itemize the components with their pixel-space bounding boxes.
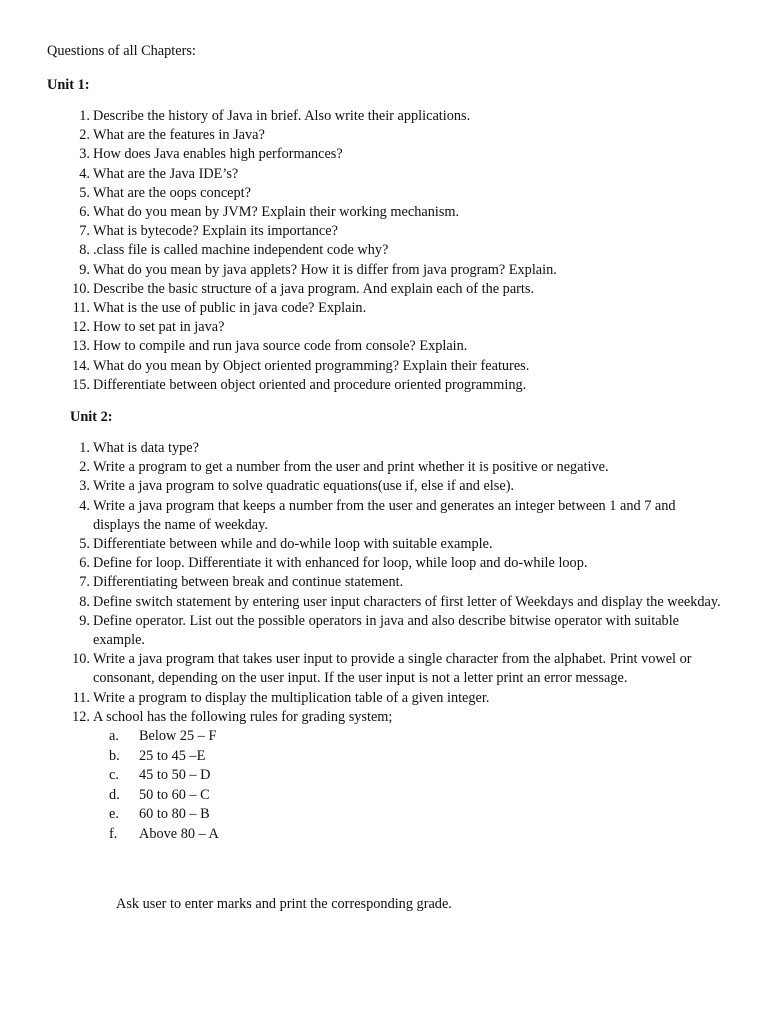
question-text: Describe the basic structure of a java program. And explain each of the parts. — [93, 280, 535, 297]
grading-rule-text: 50 to 60 – C — [139, 786, 210, 803]
question-text: What do you mean by JVM? Explain their working mechanism. — [93, 204, 460, 221]
question-number: 3. — [79, 478, 90, 495]
question-item — [79, 612, 723, 650]
unit-2-question-list — [72, 439, 723, 844]
question-item — [79, 165, 723, 184]
question-text: Differentiate between object oriented and procedure oriented programming. — [93, 376, 527, 393]
question-number: 6. — [79, 555, 90, 572]
grading-rule-text: 45 to 50 – D — [139, 767, 211, 784]
question-number: 5. — [79, 536, 90, 553]
grading-rule-item — [109, 805, 723, 825]
question-item — [72, 708, 723, 844]
question-item — [79, 497, 723, 535]
question-item — [79, 439, 723, 458]
question-number: 12. — [72, 708, 90, 725]
question-number: 6. — [79, 204, 90, 221]
grading-rule-letter: e. — [109, 806, 119, 823]
unit-1-title: Unit 1: — [47, 77, 90, 93]
question-text: Write a program to get a number from the user and print whether it is positive or negative. — [93, 459, 609, 476]
grading-rule-letter: a. — [109, 728, 119, 745]
question-text: What is data type? — [93, 440, 199, 456]
question-item — [72, 357, 723, 376]
question-number: 1. — [79, 108, 90, 124]
question-item — [79, 535, 723, 554]
question-item — [79, 241, 723, 260]
question-text: Write a java program that keeps a number from the user and generates an integer between 1 and 7 and displays the name of weekday. — [93, 497, 676, 533]
question-item — [72, 689, 723, 708]
question-item — [79, 222, 723, 241]
question-text: .class file is called machine independent code why? — [93, 242, 389, 259]
question-text: What are the features in Java? — [93, 127, 265, 144]
question-number: 9. — [79, 261, 90, 278]
question-item — [79, 145, 723, 164]
question-number: 14. — [72, 357, 90, 374]
question-text: Describe the history of Java in brief. Also write their applications. — [93, 108, 471, 124]
grading-rule-letter: b. — [109, 747, 120, 764]
grading-rule-text: Above 80 – A — [139, 825, 219, 842]
question-item — [79, 593, 723, 612]
question-text: What are the oops concept? — [93, 184, 251, 201]
question-item — [79, 126, 723, 145]
question-number: 9. — [79, 612, 90, 629]
question-item — [72, 299, 723, 318]
question-item — [79, 107, 723, 126]
question-item — [79, 184, 723, 203]
question-number: 3. — [79, 146, 90, 163]
grading-rules-list — [93, 727, 723, 844]
grading-rule-item — [109, 825, 723, 845]
question-number: 10. — [72, 280, 90, 297]
grading-rule-text: 60 to 80 – B — [139, 806, 210, 823]
question-text: Write a java program that takes user input to provide a single character from the alphabet. Print vowel or consonant, depending on the user input. If the user input is not a letter print an error message. — [93, 651, 692, 687]
question-item — [72, 376, 723, 395]
grading-rule-letter: c. — [109, 767, 119, 784]
grading-rule-text: Below 25 – F — [139, 728, 217, 745]
question-item — [72, 337, 723, 356]
question-number: 15. — [72, 376, 90, 393]
question-text: What do you mean by Object oriented programming? Explain their features. — [93, 357, 530, 374]
unit-1-question-list — [72, 107, 723, 395]
grading-rule-text: 25 to 45 –E — [139, 747, 206, 764]
question-item — [79, 573, 723, 592]
question-text: How to set pat in java? — [93, 319, 225, 336]
question-number: 12. — [72, 319, 90, 336]
question-item — [79, 458, 723, 477]
question-number: 5. — [79, 184, 90, 201]
question-item — [79, 203, 723, 222]
question-text: Define for loop. Differentiate it with enhanced for loop, while loop and do-while loop. — [93, 555, 588, 572]
question-text: Define switch statement by entering user input characters of first letter of Weekdays and display the weekday. — [93, 593, 721, 610]
question-text: Write a program to display the multiplication table of a given integer. — [93, 689, 490, 706]
question-number: 2. — [79, 127, 90, 144]
question-text: Differentiating between break and continue statement. — [93, 574, 404, 591]
grading-rule-item — [109, 727, 723, 747]
question-number: 4. — [79, 497, 90, 514]
unit-2-title: Unit 2: — [70, 409, 113, 425]
question-text: What do you mean by java applets? How it is differ from java program? Explain. — [93, 261, 557, 278]
question-number: 1. — [79, 440, 90, 456]
question-number: 10. — [72, 651, 90, 668]
question-item — [79, 261, 723, 280]
question-number: 13. — [72, 338, 90, 355]
question-item — [72, 318, 723, 337]
grading-instruction: Ask user to enter marks and print the corresponding grade. — [116, 896, 452, 912]
grading-rule-item — [109, 747, 723, 767]
grading-rule-letter: f. — [109, 825, 118, 842]
question-number: 4. — [79, 165, 90, 182]
document-heading: Questions of all Chapters: — [47, 43, 196, 59]
question-number: 8. — [79, 242, 90, 259]
question-number: 11. — [72, 689, 90, 706]
question-text: How to compile and run java source code from console? Explain. — [93, 338, 468, 355]
grading-rule-letter: d. — [109, 786, 120, 803]
grading-rule-item — [109, 786, 723, 806]
question-number: 8. — [79, 593, 90, 610]
question-number: 2. — [79, 459, 90, 476]
question-text: What is the use of public in java code? Explain. — [93, 300, 367, 317]
question-item — [79, 477, 723, 496]
question-text: How does Java enables high performances? — [93, 146, 343, 163]
question-text: A school has the following rules for grading system; — [93, 708, 393, 725]
question-item — [72, 650, 723, 688]
question-number: 7. — [79, 574, 90, 591]
question-text: What are the Java IDE’s? — [93, 165, 239, 182]
question-text: What is bytecode? Explain its importance? — [93, 223, 338, 240]
question-number: 7. — [79, 223, 90, 240]
question-text: Differentiate between while and do-while loop with suitable example. — [93, 536, 493, 553]
question-number: 11. — [72, 300, 90, 317]
question-text: Write a java program to solve quadratic equations(use if, else if and else). — [93, 478, 515, 495]
question-item — [72, 280, 723, 299]
grading-rule-item — [109, 766, 723, 786]
question-item — [79, 554, 723, 573]
question-text: Define operator. List out the possible operators in java and also describe bitwise operator with suitable example. — [93, 612, 680, 649]
